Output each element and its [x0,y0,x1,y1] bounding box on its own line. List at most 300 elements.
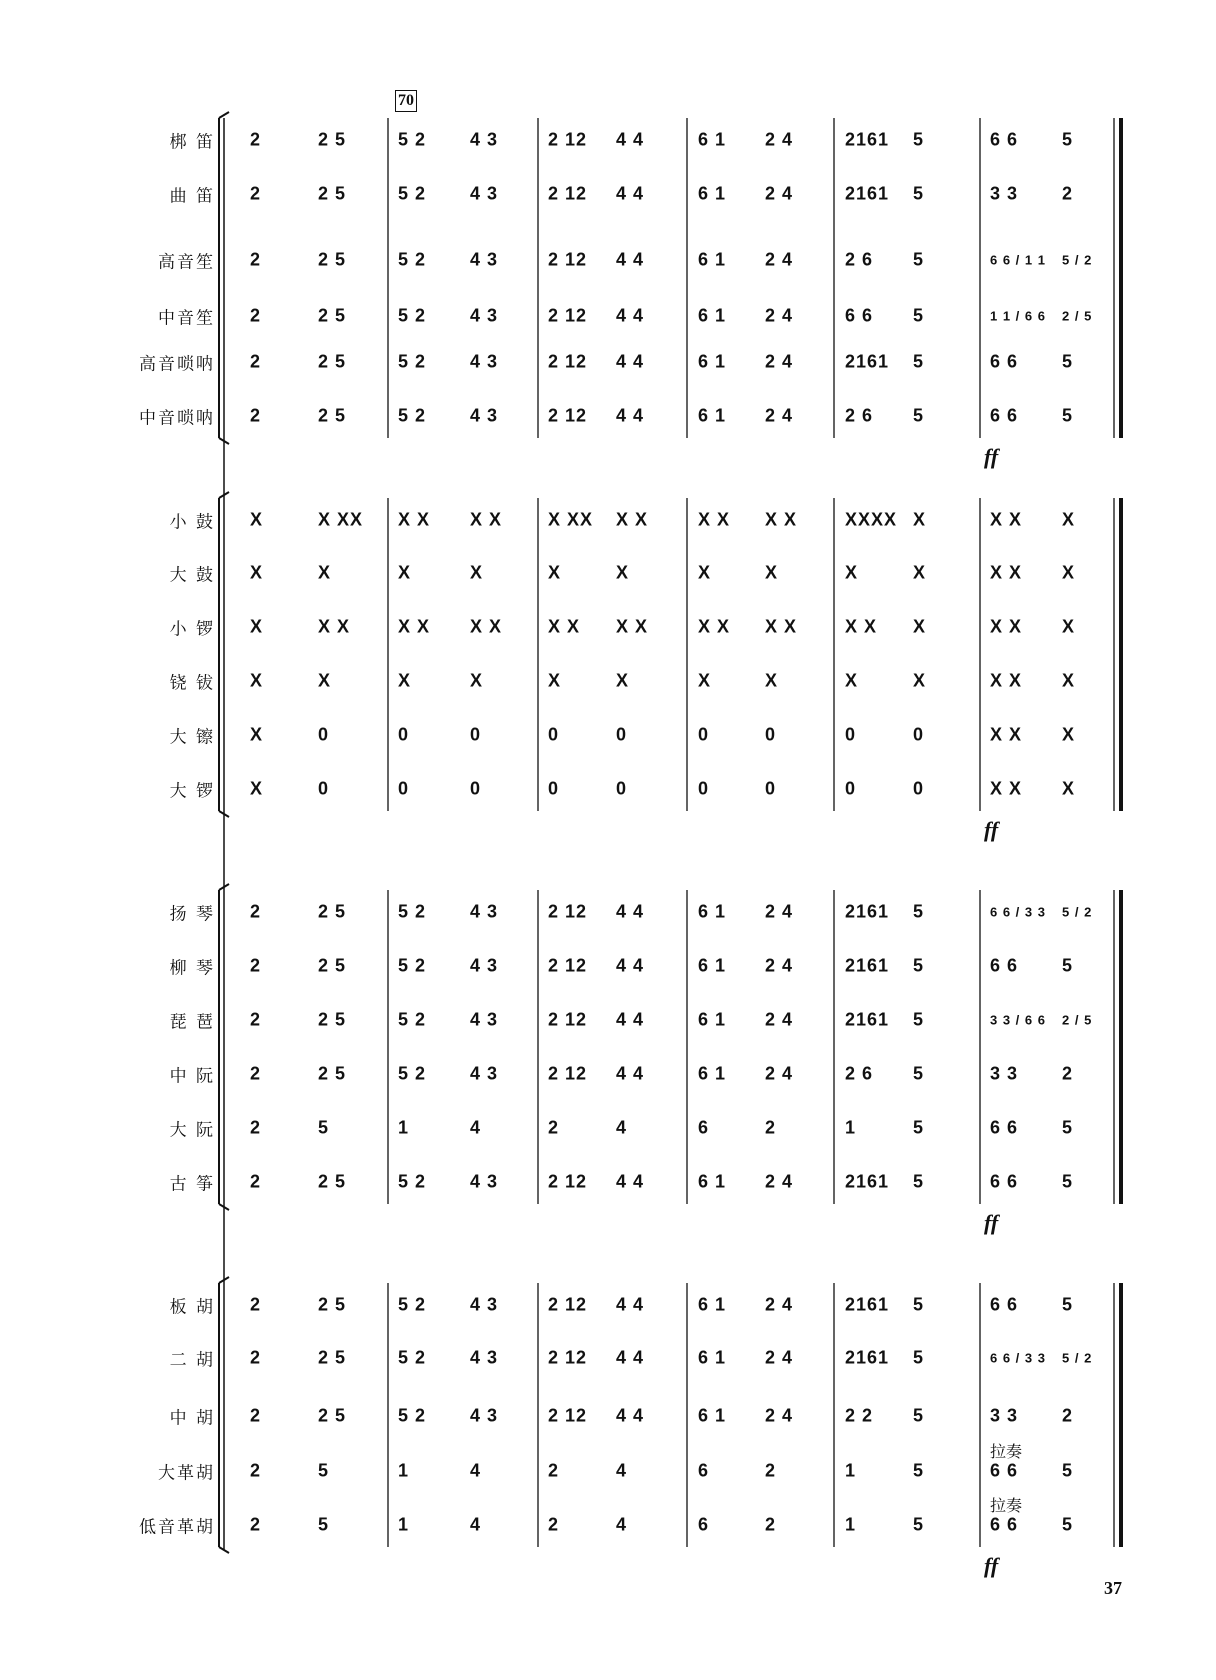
note-cell: 5 [913,249,925,270]
note-cell: XXXX [845,509,898,530]
note-cell: 4 3 [470,129,499,150]
note-cell: 5 [913,1405,925,1426]
note-cell: 2 5 [318,351,347,372]
note-cell: 1 [398,1117,410,1138]
instrument-label: 柳 琴 [169,958,215,979]
note-cell: X X [318,616,351,637]
note-cell: 2 [250,1514,262,1535]
note-cell: 0 [913,724,925,745]
playing-technique-annotation: 拉奏 [990,1496,1023,1515]
note-cell: X [250,616,264,637]
note-cell: 4 4 [616,1405,645,1426]
note-cell: X X [398,616,431,637]
note-cell: 4 3 [470,183,499,204]
note-cell: X X [616,616,649,637]
note-cell: 6 6 [990,1294,1019,1315]
note-cell: X [616,562,630,583]
instrument-label: 大 镲 [169,727,215,748]
note-cell: 5 [913,1347,925,1368]
note-cell: 2 12 [548,1294,588,1315]
note-cell: 2 12 [548,405,588,426]
note-cell: X [845,670,859,691]
note-cell: 2 4 [765,305,794,326]
note-cell: 0 [698,724,710,745]
note-cell: 2 12 [548,129,588,150]
note-cell: 2 5 [318,1009,347,1030]
note-cell: X X [990,778,1023,799]
note-cell: X [1062,509,1076,530]
note-cell: X X [990,562,1023,583]
note-cell: X X [990,616,1023,637]
dynamic-marking: ff [984,1210,999,1235]
note-cell: 0 [698,778,710,799]
note-cell: 6 1 [698,1009,727,1030]
note-cell: 2 [250,1294,262,1315]
note-cell: 5 2 [398,249,427,270]
note-cell: 2 4 [765,183,794,204]
playing-technique-annotation: 拉奏 [990,1442,1023,1461]
note-cell: 3 3 [990,1405,1019,1426]
note-cell: 0 [318,724,330,745]
note-cell: 2 4 [765,1063,794,1084]
note-cell: 0 [765,724,777,745]
note-cell: 5 [913,305,925,326]
note-cell: 5 [913,1294,925,1315]
note-cell: 4 4 [616,1009,645,1030]
instrument-label: 中 胡 [169,1408,215,1429]
note-cell: 5 [318,1514,330,1535]
note-cell: 5 2 [398,405,427,426]
note-cell: 2 [250,1460,262,1481]
note-cell: 5 [913,405,925,426]
note-cell: 5 [913,955,925,976]
note-cell: 4 [470,1460,482,1481]
instrument-label: 曲 笛 [169,186,215,207]
note-cell: 0 [470,724,482,745]
note-cell: X X [765,509,798,530]
note-cell: 2 5 [318,405,347,426]
note-cell: 4 4 [616,1347,645,1368]
note-cell: 6 6 / 3 3 [990,904,1046,920]
note-cell: 2 12 [548,183,588,204]
note-cell: 2 [548,1514,560,1535]
note-cell: 6 1 [698,955,727,976]
note-cell: 5 [1062,405,1074,426]
note-cell: 5 [1062,1514,1074,1535]
note-cell: 3 3 [990,1063,1019,1084]
note-cell: 0 [318,778,330,799]
note-cell: 3 3 [990,183,1019,204]
note-cell: 2161 [845,1171,890,1192]
note-cell: 5 [318,1117,330,1138]
note-cell: 4 [616,1117,628,1138]
note-cell: 5 2 [398,1009,427,1030]
note-cell: X [1062,778,1076,799]
note-cell: 2 5 [318,183,347,204]
note-cell: 5 [318,1460,330,1481]
note-cell: 2 [250,1063,262,1084]
note-cell: 5 / 2 [1062,1350,1093,1366]
note-cell: X X [470,616,503,637]
note-cell: 2 12 [548,901,588,922]
page-number: 37 [1104,1578,1122,1598]
note-cell: 5 [913,183,925,204]
note-cell: 6 1 [698,129,727,150]
note-cell: 4 4 [616,901,645,922]
note-cell: 5 [913,901,925,922]
note-cell: 0 [765,778,777,799]
note-cell: X X [765,616,798,637]
note-cell: 5 2 [398,1405,427,1426]
note-cell: 5 [913,1460,925,1481]
note-cell: 2 12 [548,1063,588,1084]
note-cell: 1 [845,1514,857,1535]
note-cell: 2 [548,1117,560,1138]
note-cell: X [548,562,562,583]
note-cell: X [765,670,779,691]
note-cell: 2 / 5 [1062,308,1093,324]
note-cell: X [913,616,927,637]
note-cell: 0 [548,724,560,745]
note-cell: 0 [913,778,925,799]
note-cell: X [250,509,264,530]
note-cell: 4 4 [616,955,645,976]
note-cell: 2 [765,1117,777,1138]
note-cell: 6 6 [990,351,1019,372]
instrument-label: 琵 琶 [169,1012,215,1033]
note-cell: 2 12 [548,249,588,270]
note-cell: 6 6 [990,405,1019,426]
note-cell: 4 3 [470,1009,499,1030]
dynamic-marking: ff [984,1553,999,1578]
note-cell: 0 [398,778,410,799]
note-cell: 5 2 [398,129,427,150]
note-cell: 0 [616,724,628,745]
note-cell: 5 [1062,1171,1074,1192]
note-cell: 5 [1062,1460,1074,1481]
note-cell: 5 [913,351,925,372]
note-cell: 2 4 [765,249,794,270]
note-cell: 2 [250,1117,262,1138]
note-cell: 6 6 [990,1514,1019,1535]
note-cell: 5 / 2 [1062,904,1093,920]
note-cell: 6 6 [990,129,1019,150]
note-cell: 2 [250,405,262,426]
note-cell: 4 3 [470,1171,499,1192]
instrument-label: 高音笙 [158,252,215,273]
note-cell: 6 1 [698,405,727,426]
note-cell: X [698,670,712,691]
note-cell: 4 3 [470,1347,499,1368]
note-cell: X [250,562,264,583]
instrument-label: 中音笙 [158,308,215,329]
note-cell: 2161 [845,1294,890,1315]
note-cell: 2 [250,1171,262,1192]
note-cell: X [470,670,484,691]
note-cell: 2 12 [548,1347,588,1368]
note-cell: X [1062,616,1076,637]
instrument-label: 梆 笛 [169,132,215,153]
note-cell: 2 [250,1347,262,1368]
note-cell: 5 [1062,1117,1074,1138]
note-cell: X X [398,509,431,530]
note-cell: 5 [913,129,925,150]
note-cell: 6 6 [990,955,1019,976]
note-cell: 6 1 [698,1347,727,1368]
dynamic-marking: ff [984,444,999,469]
note-cell: 2 5 [318,129,347,150]
note-cell: 4 3 [470,351,499,372]
note-cell: 4 3 [470,955,499,976]
note-cell: 2 12 [548,1405,588,1426]
note-cell: 6 1 [698,1294,727,1315]
note-cell: 2 5 [318,1347,347,1368]
instrument-label: 大 阮 [169,1120,215,1141]
note-cell: X [250,724,264,745]
note-cell: 5 [1062,351,1074,372]
note-cell: 6 6 / 3 3 [990,1350,1046,1366]
note-cell: 2 5 [318,305,347,326]
note-cell: 2 2 [845,1405,874,1426]
note-cell: X X [698,509,731,530]
note-cell: 6 1 [698,249,727,270]
instrument-label: 扬 琴 [169,904,215,925]
note-cell: X [1062,724,1076,745]
note-cell: 4 4 [616,183,645,204]
note-cell: 2 4 [765,1405,794,1426]
note-cell: 1 [845,1117,857,1138]
note-cell: 0 [845,724,857,745]
instrument-label: 大革胡 [158,1463,215,1484]
note-cell: 2 5 [318,1294,347,1315]
note-cell: 2 4 [765,1347,794,1368]
note-cell: 2 [1062,1063,1074,1084]
note-cell: 6 [698,1460,710,1481]
note-cell: X [913,509,927,530]
note-cell: 2 5 [318,1063,347,1084]
note-cell: 4 3 [470,405,499,426]
note-cell: 2 5 [318,901,347,922]
instrument-label: 中 阮 [169,1066,215,1087]
note-cell: X [765,562,779,583]
note-cell: X XX [318,509,364,530]
note-cell: 6 1 [698,1063,727,1084]
note-cell: 2 [250,249,262,270]
note-cell: 2 5 [318,249,347,270]
note-cell: 6 [698,1117,710,1138]
note-cell: 5 / 2 [1062,252,1093,268]
instrument-label: 中音唢呐 [139,408,215,429]
note-cell: 1 [398,1514,410,1535]
note-cell: 4 4 [616,1171,645,1192]
note-cell: X [548,670,562,691]
note-cell: 2161 [845,1347,890,1368]
note-cell: X [250,778,264,799]
note-cell: 5 [913,1063,925,1084]
note-cell: 4 3 [470,1405,499,1426]
note-cell: 2 [250,305,262,326]
note-cell: 2 [765,1460,777,1481]
group-bracket-top [219,112,229,118]
note-cell: 5 2 [398,1063,427,1084]
note-cell: 4 4 [616,305,645,326]
instrument-label: 铙 钹 [169,673,215,694]
note-cell: 2 5 [318,1171,347,1192]
note-cell: 2161 [845,955,890,976]
note-cell: 2 12 [548,351,588,372]
note-cell: 2 5 [318,955,347,976]
note-cell: 6 [698,1514,710,1535]
instrument-label: 高音唢呐 [139,354,215,375]
note-cell: X [1062,562,1076,583]
note-cell: 4 3 [470,1063,499,1084]
note-cell: 5 2 [398,183,427,204]
note-cell: 5 2 [398,1347,427,1368]
note-cell: 5 2 [398,901,427,922]
instrument-label: 低音革胡 [139,1517,215,1538]
note-cell: 2 5 [318,1405,347,1426]
note-cell: 2 4 [765,405,794,426]
note-cell: 6 6 / 1 1 [990,252,1046,268]
note-cell: 5 2 [398,305,427,326]
note-cell: 5 [913,1171,925,1192]
note-cell: 2 4 [765,1294,794,1315]
note-cell: X [398,562,412,583]
note-cell: 6 1 [698,305,727,326]
instrument-label: 大 鼓 [169,565,215,586]
note-cell: 5 2 [398,1171,427,1192]
note-cell: 0 [470,778,482,799]
note-cell: X [318,562,332,583]
note-cell: 2 [250,1009,262,1030]
note-cell: 4 4 [616,351,645,372]
note-cell: 4 3 [470,249,499,270]
note-cell: X [698,562,712,583]
note-cell: X X [470,509,503,530]
rehearsal-mark: 70 [395,90,417,112]
note-cell: 2 4 [765,1171,794,1192]
note-cell: 4 [470,1117,482,1138]
note-cell: 4 4 [616,1063,645,1084]
note-cell: 4 3 [470,305,499,326]
note-cell: 2161 [845,129,890,150]
instrument-label: 二 胡 [169,1350,215,1371]
note-cell: 5 [913,1009,925,1030]
note-cell: 6 1 [698,1171,727,1192]
note-cell: 5 [1062,1294,1074,1315]
note-cell: X [470,562,484,583]
note-cell: 2 12 [548,305,588,326]
note-cell: 2 [765,1514,777,1535]
note-cell: 2 [1062,1405,1074,1426]
note-cell: X X [990,509,1023,530]
instrument-label: 古 筝 [169,1174,215,1195]
note-cell: X [616,670,630,691]
note-cell: 4 4 [616,405,645,426]
note-cell: X [1062,670,1076,691]
note-cell: 2 12 [548,1171,588,1192]
note-cell: 3 3 / 6 6 [990,1012,1046,1028]
note-cell: X X [698,616,731,637]
instrument-label: 大 锣 [169,781,215,802]
note-cell: 6 6 [990,1171,1019,1192]
note-cell: 5 2 [398,351,427,372]
note-cell: 5 2 [398,955,427,976]
instrument-label: 小 鼓 [169,512,215,533]
note-cell: 4 4 [616,129,645,150]
note-cell: 2 4 [765,901,794,922]
note-cell: 2 6 [845,405,874,426]
note-cell: 4 [616,1460,628,1481]
note-cell: 4 4 [616,249,645,270]
dynamic-marking: ff [984,817,999,842]
note-cell: 2 4 [765,1009,794,1030]
note-cell: 5 2 [398,1294,427,1315]
note-cell: X [398,670,412,691]
note-cell: 6 6 [990,1117,1019,1138]
note-cell: 4 [616,1514,628,1535]
note-cell: 2 [250,955,262,976]
note-cell: 5 [1062,129,1074,150]
note-cell: X [318,670,332,691]
note-cell: 2 12 [548,1009,588,1030]
note-cell: 2161 [845,901,890,922]
note-cell: 0 [548,778,560,799]
note-cell: 4 4 [616,1294,645,1315]
note-cell: 2 12 [548,955,588,976]
note-cell: 1 1 / 6 6 [990,308,1046,324]
note-cell: 2 [250,183,262,204]
note-cell: 2 [548,1460,560,1481]
note-cell: 2161 [845,183,890,204]
note-cell: 5 [1062,955,1074,976]
note-cell: 6 1 [698,183,727,204]
note-cell: 2 4 [765,351,794,372]
note-cell: X [250,670,264,691]
note-cell: X X [548,616,581,637]
note-cell: 2 4 [765,129,794,150]
note-cell: 2161 [845,1009,890,1030]
note-cell: 1 [398,1460,410,1481]
note-cell: 5 [913,1117,925,1138]
note-cell: 5 [913,1514,925,1535]
instrument-label: 小 锣 [169,619,215,640]
note-cell: 6 1 [698,901,727,922]
note-cell: 6 6 [990,1460,1019,1481]
note-cell: X X [990,724,1023,745]
note-cell: 1 [845,1460,857,1481]
note-cell: 4 3 [470,901,499,922]
note-cell: 4 3 [470,1294,499,1315]
note-cell: X [845,562,859,583]
note-cell: 2 6 [845,249,874,270]
note-cell: X [913,562,927,583]
note-cell: 0 [616,778,628,799]
note-cell: 2 [1062,183,1074,204]
note-cell: 2161 [845,351,890,372]
note-cell: 2 [250,351,262,372]
note-cell: X X [990,670,1023,691]
note-cell: X XX [548,509,594,530]
note-cell: 2 [250,901,262,922]
note-cell: 2 4 [765,955,794,976]
note-cell: X [913,670,927,691]
note-cell: 2 / 5 [1062,1012,1093,1028]
instrument-label: 板 胡 [169,1297,215,1318]
note-cell: 6 6 [845,305,874,326]
note-cell: 2 [250,1405,262,1426]
note-cell: 6 1 [698,351,727,372]
